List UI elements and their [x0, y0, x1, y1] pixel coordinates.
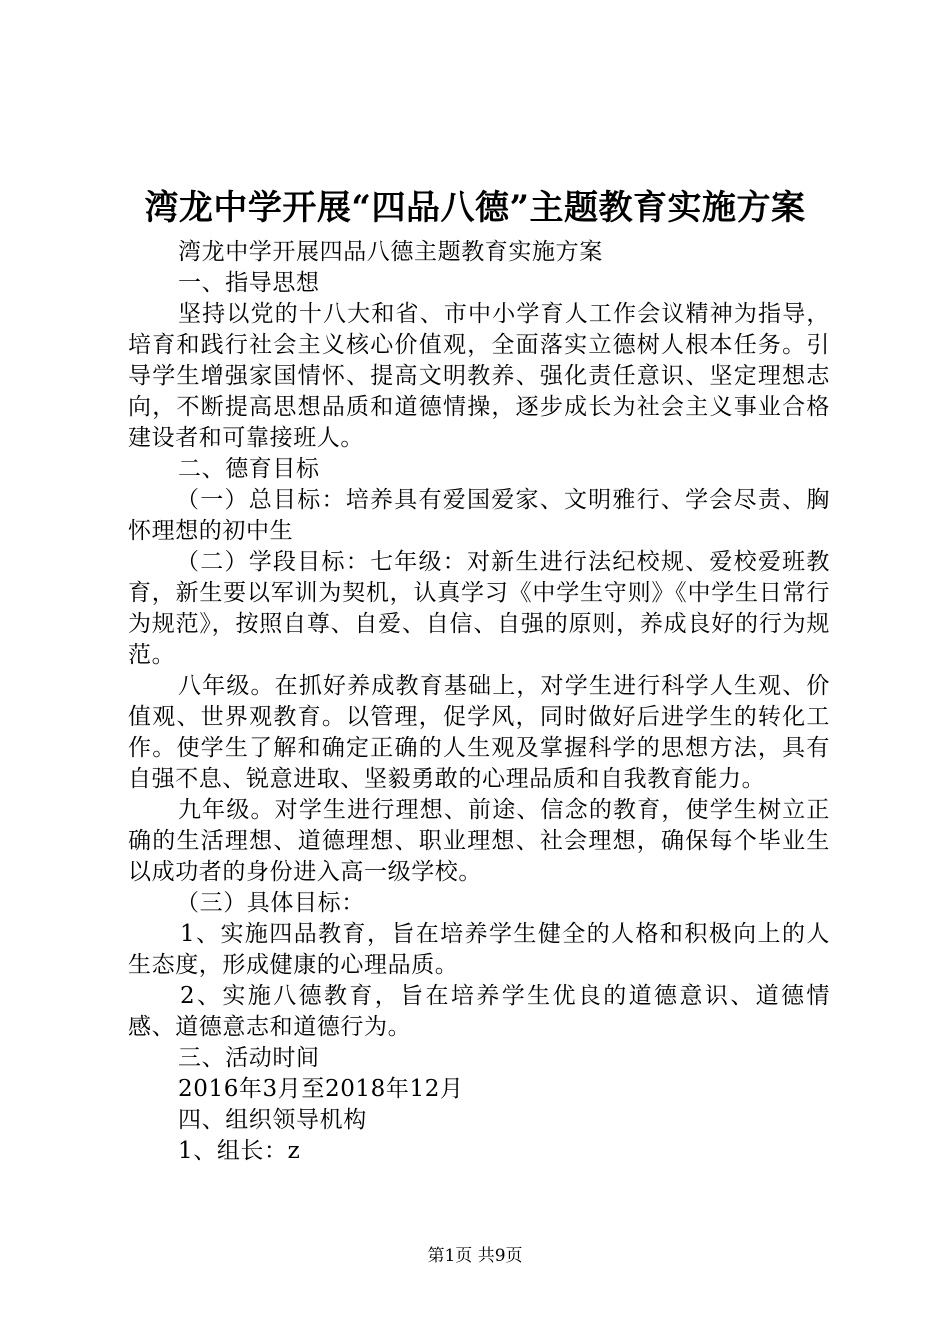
- four-qualities-paragraph: 1、实施四品教育，旨在培养学生健全的人格和积极向上的人生态度，形成健康的心理品质。: [128, 921, 830, 978]
- activity-time-paragraph: 2016年3月至2018年12月: [178, 1076, 464, 1102]
- stage-goal-paragraph: （二）学段目标：七年级：对新生进行法纪校规、爱校爱班教育，新生要以军训为契机，认真学习《中学生守则》《中学生日常行为规范》，按照自尊、自爱、自信、自强的原则，养成良好的行为规范。: [128, 549, 830, 668]
- section-heading-guiding-ideology: 一、指导思想: [178, 270, 320, 296]
- eight-virtues-paragraph: 2、实施八德教育，旨在培养学生优良的道德意识、道德情感、道德意志和道德行为。: [128, 983, 830, 1040]
- section-heading-moral-goals: 二、德育目标: [178, 456, 320, 482]
- document-title: 湾龙中学开展“四品八德”主题教育实施方案: [144, 188, 806, 228]
- guiding-ideology-paragraph: 坚持以党的十八大和省、市中小学育人工作会议精神为指导，培育和践行社会主义核心价值观，全面落实立德树人根本任务。引导学生增强家国情怀、提高文明教养、强化责任意识、坚定理想志向，不断提高思想品质和道德情操，逐步成长为社会主义事业合格建设者和可靠接班人。: [128, 301, 830, 451]
- section-heading-activity-time: 三、活动时间: [178, 1045, 320, 1071]
- grade-eight-paragraph: 八年级。在抓好养成教育基础上，对学生进行科学人生观、价值观、世界观教育。以管理，促学风，同时做好后进学生的转化工作。使学生了解和确定正确的人生观及掌握科学的思想方法，具有自强不息、锐意进取、坚毅勇敢的心理品质和自我教育能力。: [128, 673, 830, 792]
- specific-goals-heading: （三）具体目标：: [176, 890, 365, 916]
- page-number-footer: 第1页 共9页: [427, 1246, 523, 1266]
- section-heading-leadership: 四、组织领导机构: [178, 1107, 367, 1133]
- document-body: [128, 237, 830, 1167]
- overall-goal-paragraph: （一）总目标：培养具有爱国爱家、文明雅行、学会尽责、胸怀理想的初中生: [128, 487, 830, 544]
- subtitle-paragraph: 湾龙中学开展四品八德主题教育实施方案: [178, 239, 603, 265]
- group-leader-paragraph: 1、组长：z: [178, 1138, 301, 1164]
- grade-nine-paragraph: 九年级。对学生进行理想、前途、信念的教育，使学生树立正确的生活理想、道德理想、职业理想、社会理想，确保每个毕业生以成功者的身份进入高一级学校。: [128, 797, 830, 885]
